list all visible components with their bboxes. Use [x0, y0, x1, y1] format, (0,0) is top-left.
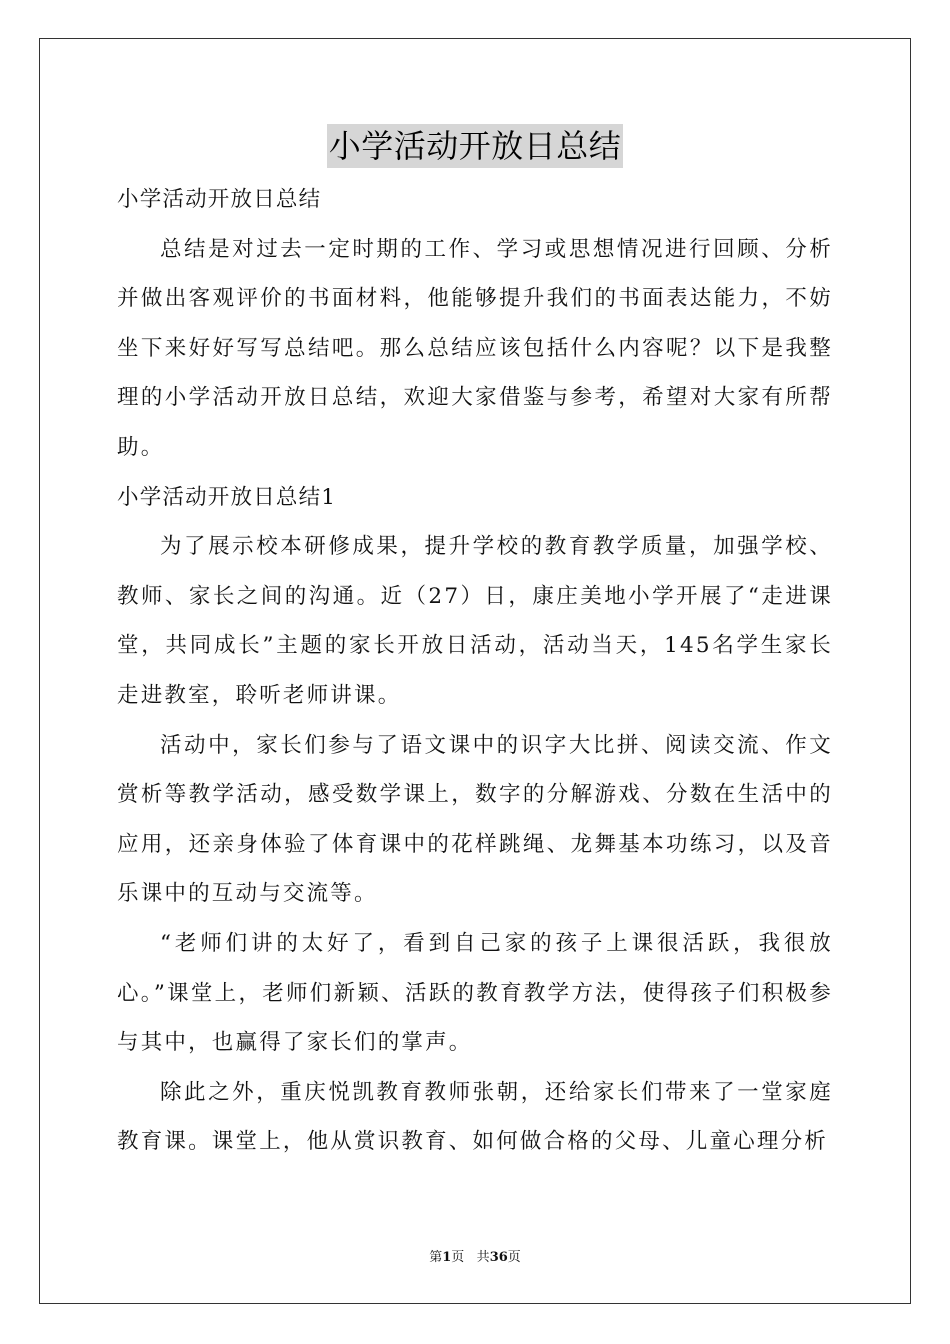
document-title: 小学活动开放日总结 — [327, 124, 624, 168]
page-footer — [0, 1246, 950, 1265]
page-prefix: 第 — [429, 1250, 443, 1265]
page-total: 36 — [489, 1250, 508, 1265]
page-suffix: 页 — [451, 1250, 465, 1265]
body-paragraph: 为了展示校本研修成果，提升学校的教育教学质量，加强学校、教师、家长之间的沟通。近（27）日，康庄美地小学开展了“走进课堂，共同成长”主题的家长开放日活动，活动当天，145名学生家长走进教室，聆听老师讲课。 — [117, 534, 833, 708]
total-prefix: 共 — [476, 1250, 490, 1265]
body-paragraph: 活动中，家长们参与了语文课中的识字大比拼、阅读交流、作文赏析等教学活动，感受数学课上，数字的分解游戏、分数在生活中的应用，还亲身体验了体育课中的花样跳绳、龙舞基本功练习，以及音乐课中的互动与交流等。 — [117, 732, 833, 907]
document-subtitle: 小学活动开放日总结 — [117, 187, 322, 212]
title-area — [0, 124, 950, 168]
body-paragraph: 除此之外，重庆悦凯教育教师张朝，还给家长们带来了一堂家庭教育课。课堂上，他从赏识教育、如何做合格的父母、儿童心理分析 — [117, 1079, 833, 1155]
total-suffix: 页 — [507, 1250, 521, 1265]
document-body — [117, 175, 833, 1167]
intro-paragraph: 总结是对过去一定时期的工作、学习或思想情况进行回顾、分析并做出客观评价的书面材料，他能够提升我们的书面表达能力，不妨坐下来好好写写总结吧。那么总结应该包括什么内容呢？以下是我整理的小学活动开放日总结，欢迎大家借鉴与参考，希望对大家有所帮助。 — [117, 236, 833, 460]
body-paragraph: “老师们讲的太好了，看到自己家的孩子上课很活跃，我很放心。”课堂上，老师们新颖、活跃的教育教学方法，使得孩子们积极参与其中，也赢得了家长们的掌声。 — [117, 930, 833, 1056]
section-heading: 小学活动开放日总结1 — [117, 484, 337, 510]
page-current: 1 — [442, 1250, 452, 1265]
